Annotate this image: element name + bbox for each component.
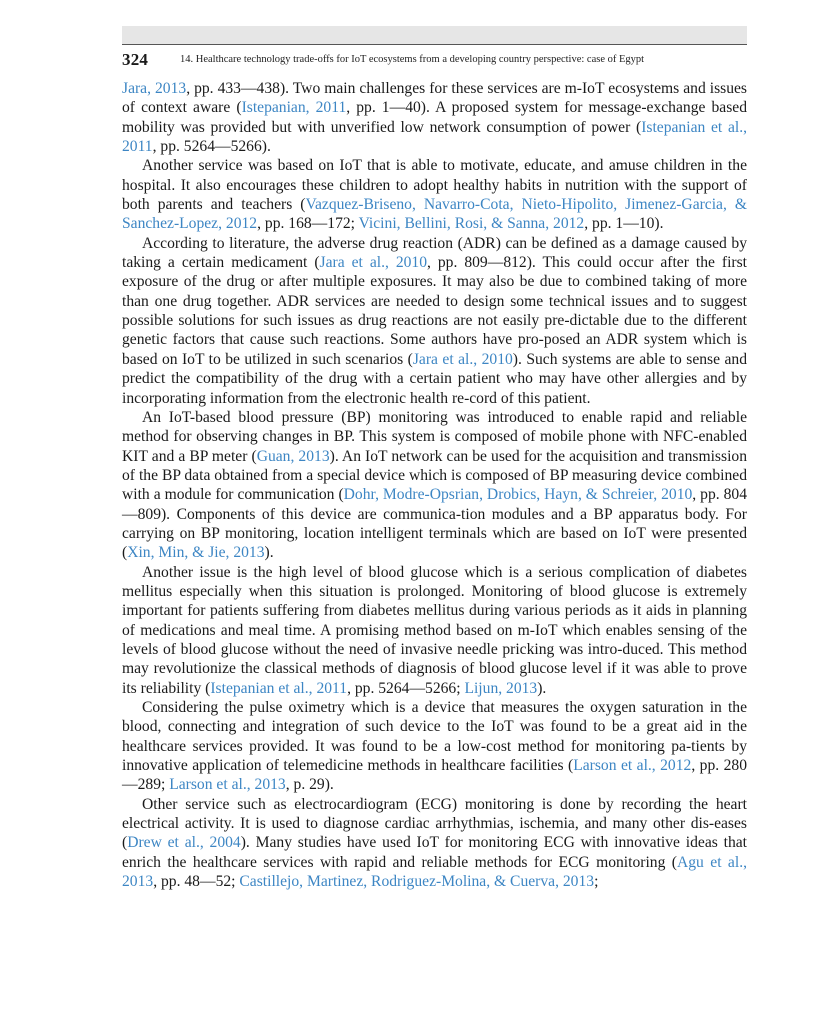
citation-link[interactable]: Drew et al., 2004 xyxy=(127,834,241,852)
paragraph-text: According to literature, the adverse drug reaction (ADR) can be defined as a damage caused by taking a certain medicament ( xyxy=(122,234,747,272)
paragraph-text: , p. 29). xyxy=(285,776,334,794)
body-text xyxy=(122,79,747,891)
citation-link[interactable]: Jara et al., 2010 xyxy=(412,350,513,368)
paragraph xyxy=(122,698,747,795)
citation-link[interactable]: Vazquez-Briseno, Navarro-Cota, Nieto-Hipolito, Jimenez-Garcia, & Sanchez-Lopez, 2012 xyxy=(122,196,747,233)
citation-link[interactable]: Lijun, 2013 xyxy=(464,679,538,697)
paragraph-text: Another service was based on IoT that is able to motivate, educate, and amuse children in the hospital. It also encourages these children to adopt healthy habits in nutrition with the support of both parents and teachers ( xyxy=(122,157,747,214)
paragraph-text: , pp. 1—10). xyxy=(584,215,664,233)
paragraph-text: , pp. 5264—5266; xyxy=(347,679,465,697)
paragraph xyxy=(122,156,747,233)
citation-link[interactable]: Istepanian et al., 2011 xyxy=(210,679,348,697)
paragraph-text: ). Many studies have used IoT for monitoring ECG with innovative ideas that enrich the healthcare services with rapid and reliable methods for ECG monitoring ( xyxy=(122,834,748,871)
citation-link[interactable]: Istepanian, 2011 xyxy=(241,99,347,117)
paragraph-text: An IoT-based blood pressure (BP) monitoring was introduced to enable rapid and reliable method for observing changes in BP. This system is composed of mobile phone with NFC-enabled KIT and a BP meter ( xyxy=(122,408,747,465)
paragraph-text: ). An IoT network can be used for the acquisition and transmission of the BP data obtained from a special device which is composed of BP measuring device combined with a module for communication ( xyxy=(122,447,747,504)
paragraph-text: ; xyxy=(594,873,599,891)
header-band xyxy=(122,26,747,44)
paragraph xyxy=(122,408,747,563)
paragraph xyxy=(122,79,747,156)
paragraph-text: , pp. 1—40). A proposed system for message-exchange based mobility was provided but with unverified low network consumption of power ( xyxy=(122,99,747,136)
citation-link[interactable]: Istepanian et al., 2011 xyxy=(122,118,747,156)
paragraph-text: , pp. 804—809). Components of this device are communica-tion modules and a BP apparatus body. For carrying on BP monitoring, location intelligent terminals which are based on IoT were presented ( xyxy=(122,486,748,562)
paragraph-text: , pp. 280—289; xyxy=(122,757,747,794)
citation-link[interactable]: Castillejo, Martinez, Rodriguez-Molina, & Cuerva, 2013 xyxy=(239,873,595,891)
running-title: 14. Healthcare technology trade-offs for IoT ecosystems from a developing country perspective: case of Egypt xyxy=(180,54,645,65)
citation-link[interactable]: Dohr, Modre-Opsrian, Drobics, Hayn, & Schreier, 2010 xyxy=(343,486,693,504)
paragraph-text: ). xyxy=(537,679,547,697)
paragraph-text: , pp. 809—812). This could occur after the first exposure of the drug or after multiple exposures. It may also be due to combined taking of more than one drug together. ADR services are needed to design some technical issues and to suggest possible solutions for such issues as drug reactions are not easily pre-dictable due to the different genetic factors that cause such reactions. Some authors have pro-posed an ADR system which is based on IoT to be utilized in such scenarios ( xyxy=(122,254,747,368)
paragraph xyxy=(122,563,747,698)
paragraph-text: , pp. 5264—5266). xyxy=(152,138,271,156)
paragraph-text: Other service such as electrocardiogram (ECG) monitoring is done by recording the heart electrical activity. It is used to diagnose cardiac arrhythmias, ischemia, and many other dis-eases ( xyxy=(122,795,747,852)
citation-link[interactable]: Larson et al., 2013 xyxy=(169,776,286,794)
paragraph-text: ). xyxy=(264,544,274,562)
citation-link[interactable]: Agu et al., 2013 xyxy=(122,853,747,891)
paragraph-text: ). Such systems are able to sense and predict the compatibility of the drug with a certain patient who may have other allergies and by incorporating information from the electronic health re-cord of this patient. xyxy=(122,350,747,407)
paragraph xyxy=(122,795,747,892)
paragraph-text: , pp. 168—172; xyxy=(257,215,359,233)
citation-link[interactable]: Jara, 2013 xyxy=(122,80,187,97)
paragraph-text: Considering the pulse oximetry which is a device that measures the oxygen saturation in the blood, connecting and integration of such device to the IoT was found to be a great aid in the healthcare services provided. It was found to be a low-cost method for monitoring pa-tients by innovative application of telemedicine methods in healthcare facilities ( xyxy=(122,699,747,775)
paragraph-text: , pp. 433—438). Two main challenges for these services are m-IoT ecosystems and issues of context aware ( xyxy=(122,80,747,117)
citation-link[interactable]: Guan, 2013 xyxy=(256,447,330,465)
citation-link[interactable]: Larson et al., 2012 xyxy=(573,757,692,775)
paragraph xyxy=(122,234,747,408)
paragraph-text: , pp. 48—52; xyxy=(153,873,240,891)
paragraph-text: Another issue is the high level of blood glucose which is a serious complication of diabetes mellitus especially when this situation is prolonged. Monitoring of blood glucose is extremely important for patients suffering from diabetes mellitus during various periods as it aids in planning of medications and meal time. A promising method based on m-IoT which enables sensing of the levels of blood glucose without the need of invasive needle pricking was intro-duced. This method may revolutionize the classical methods of diagnosis of blood glucose level if it was able to prove its reliability ( xyxy=(122,563,747,697)
page-number: 324 xyxy=(122,50,149,69)
citation-link[interactable]: Xin, Min, & Jie, 2013 xyxy=(127,544,265,562)
citation-link[interactable]: Jara et al., 2010 xyxy=(319,254,428,272)
header-rule xyxy=(122,44,747,45)
citation-link[interactable]: Vicini, Bellini, Rosi, & Sanna, 2012 xyxy=(358,215,585,233)
